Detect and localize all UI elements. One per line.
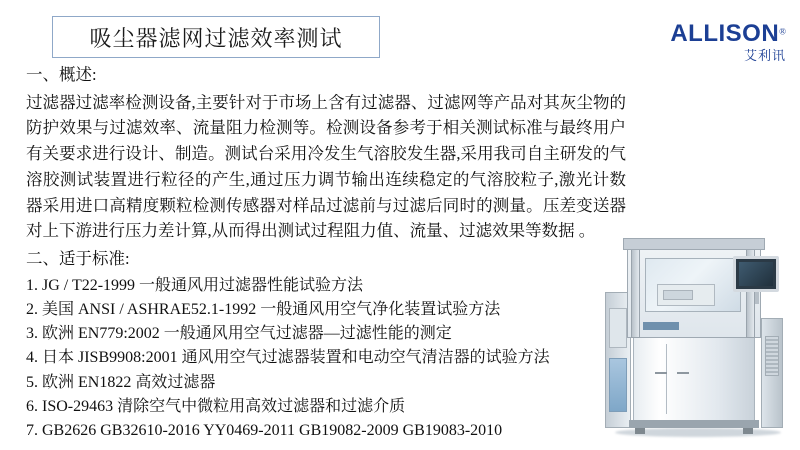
list-item: 5. 欧洲 EN1822 高效过滤器 (26, 373, 216, 391)
list-item: 4. 日本 JISB9908:2001 通风用空气过滤器装置和电动空气清洁器的试验方法 (26, 349, 550, 367)
overview-paragraph: 过滤器过滤率检测设备,主要针对于市场上含有过滤器、过滤网等产品对其灰尘物的防护效果与过滤效率、流量阻力检测等。检测设备参考于相关测试标准与最终用户有关要求进行设计、制造。测试台采用冷发生气溶胶发生器,采用我司自主研发的气溶胶测试装置进行粒径的产生,通过压力调节输出连续稳定的气溶胶粒子,激光计数器采用进口高精度颗粒检测传感器对样品过滤前与过滤后同时的测量。压差变送器对上下游进行压力差计算,从而得出测试过程阻力值、流量、过滤效果等数据 。 (26, 92, 626, 241)
test-machine-image (605, 232, 791, 440)
machine-door-handle-right (677, 372, 689, 374)
machine-monitor-arm (755, 292, 759, 304)
logo-wordmark: ALLISON (670, 20, 780, 47)
overview-heading: 一、概述: (26, 65, 97, 84)
machine-top-rail (623, 238, 765, 250)
list-item: 7. GB2626 GB32610-2016 YY0469-2011 GB19082-2009 GB19083-2010 (26, 422, 503, 440)
logo-subtitle: 艾利讯 (743, 48, 786, 63)
machine-foot-right (743, 428, 753, 434)
document-content (26, 62, 626, 444)
page-title: 吸尘器滤网过滤效率测试 (89, 25, 343, 51)
list-item: 6. ISO-29463 清除空气中微粒用高效过滤器和过滤介质 (26, 398, 406, 416)
machine-vent (765, 336, 779, 376)
machine-sample-holder (663, 290, 693, 300)
machine-foot-left (635, 428, 645, 434)
machine-frame-post-left (631, 248, 640, 338)
machine-monitor (733, 256, 779, 292)
page-title-box (52, 16, 380, 58)
list-item: 1. JG / T22-1999 一般通风用过滤器性能试验方法 (26, 276, 364, 294)
machine-cabinet-door-seam (666, 344, 667, 414)
list-item: 2. 美国 ANSI / ASHRAE52.1-1992 一般通风用空气净化装置试验方法 (26, 300, 501, 318)
machine-badge (643, 322, 679, 330)
registered-trademark-icon: ® (779, 26, 786, 37)
machine-base (629, 420, 759, 428)
standards-heading: 二、适于标准: (26, 248, 130, 268)
standards-list (26, 274, 626, 444)
machine-door-handle-left (655, 372, 667, 374)
machine-blue-panel (609, 358, 627, 412)
machine-monitor-screen (739, 262, 773, 286)
company-logo (670, 22, 786, 62)
machine-side-panel (609, 308, 627, 348)
machine-cabinet (633, 336, 755, 428)
list-item: 3. 欧洲 EN779:2002 一般通风用空气过滤器—过滤性能的测定 (26, 325, 452, 343)
